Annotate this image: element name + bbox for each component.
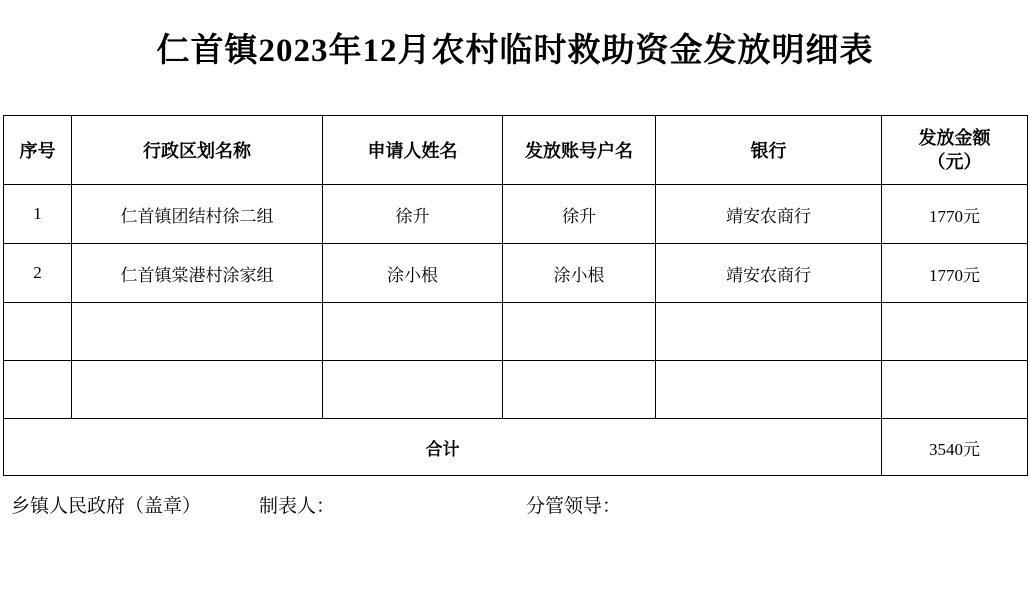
cell-index	[4, 303, 72, 361]
spacer-cell	[323, 85, 503, 116]
cell-amount	[882, 303, 1028, 361]
header-account-name: 发放账号户名	[503, 116, 656, 185]
cell-bank	[656, 361, 882, 419]
cell-account-name: 徐升	[503, 185, 656, 244]
table-row	[4, 244, 1028, 303]
table-header-row	[4, 116, 1028, 185]
cell-index: 2	[4, 244, 72, 303]
cell-region: 仁首镇棠港村涂家组	[72, 244, 323, 303]
header-region: 行政区划名称	[72, 116, 323, 185]
cell-bank: 靖安农商行	[656, 185, 882, 244]
total-label: 合计	[4, 419, 882, 476]
spacer-cell	[882, 85, 1028, 116]
cell-index: 1	[4, 185, 72, 244]
header-bank: 银行	[656, 116, 882, 185]
table-total-row	[4, 419, 1028, 476]
footer-government-seal: 乡镇人民政府（盖章）	[11, 495, 202, 517]
total-amount: 3540元	[882, 419, 1028, 476]
cell-applicant	[323, 303, 503, 361]
table-row	[4, 303, 1028, 361]
table-row	[4, 185, 1028, 244]
header-applicant: 申请人姓名	[323, 116, 503, 185]
table-row	[4, 361, 1028, 419]
cell-amount: 1770元	[882, 244, 1028, 303]
spacer-cell	[503, 85, 656, 116]
cell-region: 仁首镇团结村徐二组	[72, 185, 323, 244]
cell-account-name	[503, 361, 656, 419]
cell-index	[4, 361, 72, 419]
cell-region	[72, 303, 323, 361]
cell-account-name: 涂小根	[503, 244, 656, 303]
spacer-cell	[656, 85, 882, 116]
cell-applicant: 徐升	[323, 185, 503, 244]
cell-bank: 靖安农商行	[656, 244, 882, 303]
cell-region	[72, 361, 323, 419]
footer-preparer: 制表人：	[259, 495, 336, 517]
header-amount-line2: （元）	[927, 152, 982, 172]
spacer-cell	[72, 85, 323, 116]
disbursement-table	[3, 85, 1028, 476]
cell-amount	[882, 361, 1028, 419]
page-title: 仁首镇2023年12月农村临时救助资金发放明细表	[156, 33, 874, 69]
document-footer	[3, 476, 1027, 532]
cell-amount: 1770元	[882, 185, 1028, 244]
footer-supervisor: 分管领导：	[526, 495, 622, 517]
header-index: 序号	[4, 116, 72, 185]
cell-bank	[656, 303, 882, 361]
spacer-cell	[4, 85, 72, 116]
header-amount	[882, 116, 1028, 185]
table-top-spacer-row	[4, 85, 1028, 116]
cell-account-name	[503, 303, 656, 361]
cell-applicant	[323, 361, 503, 419]
header-amount-line1: 发放金额	[918, 127, 991, 148]
cell-applicant: 涂小根	[323, 244, 503, 303]
